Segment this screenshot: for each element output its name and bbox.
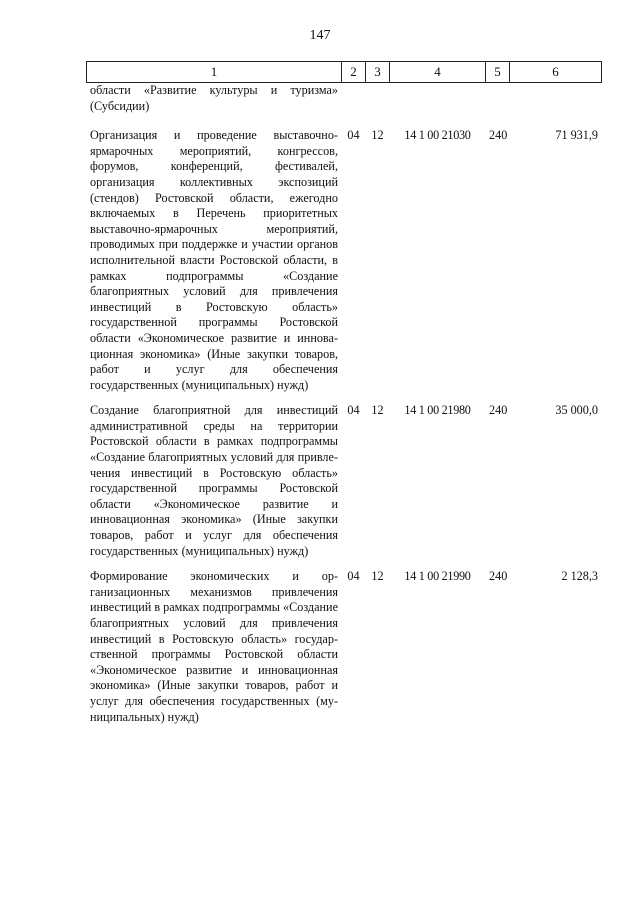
- row-amount: 35 000,0: [555, 403, 598, 418]
- row-description: Создание благоприятной для инвестиций административной среды на территории Ростовской области в рамках подпрограммы «Создание благоприятных условий для привлечения инвестиций в Ростовскую область» государственной программы Ростовской области «Экономическое развитие и инновационная экономика» (Иные закупки товаров, работ и услуг для обеспечения государственных (муниципальных) нужд): [90, 403, 338, 558]
- table-body: [87, 83, 602, 736]
- row-target-article: 14 1 00 21980: [404, 403, 471, 418]
- table-header: [87, 62, 602, 83]
- row-description: Организация и проведение выставочно-ярмарочных мероприятий, конгрессов, форумов, конференций, фестивалей, организация коллективных экспозиций (стендов) Ростовской области, ежегодно включаемых в Перечень приоритетных выставочно-ярмарочных мероприятий, проводимых при поддержке и участии органов исполнительной власти Ростовской области, в рамках подпрограммы «Создание благоприятных условий для привлечения инвестиций в Ростовскую область» государственной программы Ростовской области «Экономическое развитие и инновационная экономика» (Иные закупки товаров, работ и услуг для обеспечения государственных (муниципальных) нужд): [90, 128, 338, 392]
- table-row: [87, 83, 602, 129]
- header-col-3: 3: [366, 62, 390, 83]
- page-number: 147: [309, 28, 331, 43]
- table-row: [87, 403, 602, 569]
- table-row: [87, 569, 602, 735]
- row-section: [342, 83, 366, 129]
- row-amount: [510, 83, 602, 129]
- row-amount: 2 128,3: [561, 569, 598, 584]
- row-amount: 71 931,9: [555, 128, 598, 143]
- row-target-article: 14 1 00 21990: [404, 569, 471, 584]
- row-expense-type: 240: [489, 569, 508, 584]
- row-subsection: [366, 83, 390, 129]
- row-description: области «Развитие культуры и туризма» (Субсидии): [90, 83, 338, 113]
- row-expense-type: 240: [489, 128, 508, 143]
- table-row: [87, 128, 602, 403]
- row-target-article: 14 1 00 21030: [404, 128, 471, 143]
- row-expense-type: 240: [489, 403, 508, 418]
- row-section: 04: [347, 569, 360, 584]
- row-subsection: 12: [371, 403, 384, 418]
- header-col-4: 4: [390, 62, 486, 83]
- header-col-2: 2: [342, 62, 366, 83]
- row-description: Формирование экономических и организационных механизмов привлечения инвестиций в рамках подпрограммы «Создание благоприятных условий для привлечения инвестиций в Ростовскую область» государственной программы Ростовской области «Экономическое развитие и инновационная экономика» (Иные закупки товаров, работ и услуг для обеспечения государственных (муниципальных) нужд): [90, 569, 338, 724]
- row-section: 04: [347, 403, 360, 418]
- header-col-5: 5: [486, 62, 510, 83]
- row-expense-type: [486, 83, 510, 129]
- budget-table: [86, 61, 602, 735]
- header-col-1: 1: [87, 62, 342, 83]
- row-subsection: 12: [371, 569, 384, 584]
- header-row: [87, 62, 602, 83]
- header-col-6: 6: [510, 62, 602, 83]
- row-subsection: 12: [371, 128, 384, 143]
- row-target-article: [390, 83, 486, 129]
- row-section: 04: [347, 128, 360, 143]
